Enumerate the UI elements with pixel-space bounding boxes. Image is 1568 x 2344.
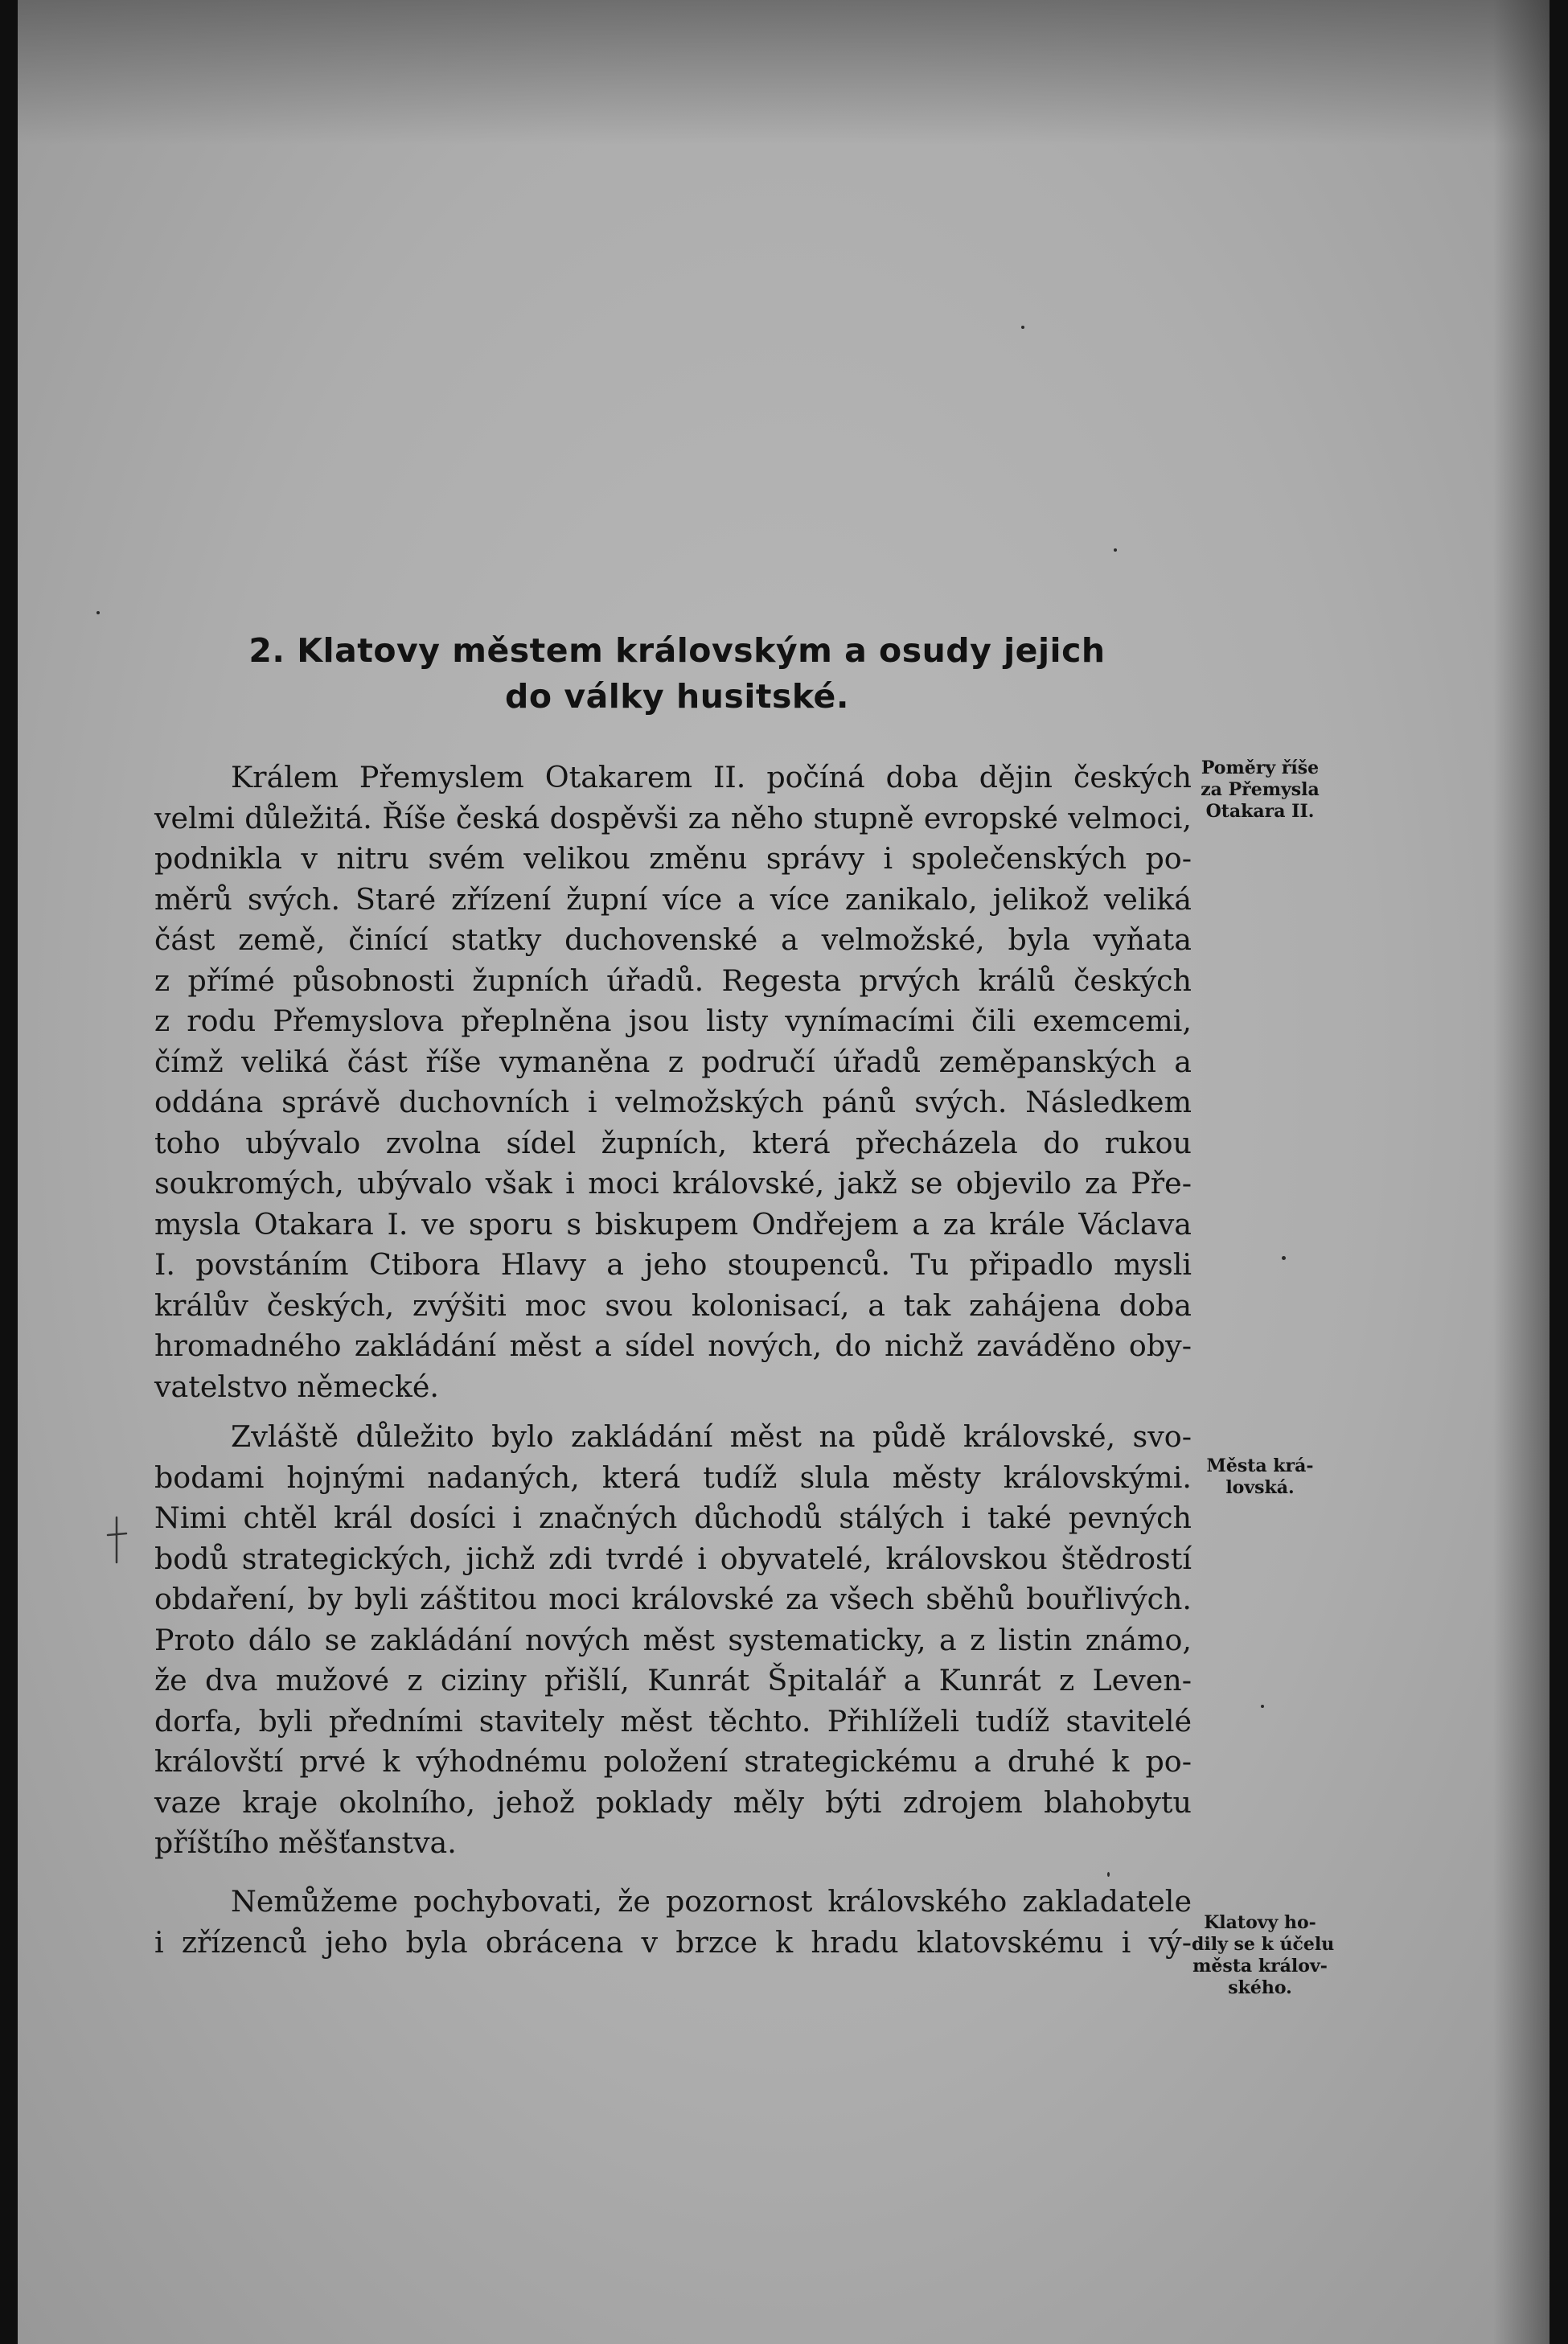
scan-speck [1021,326,1024,329]
margin-note-2 [1192,1455,1328,1499]
text-line: podnikla v nitru svém velikou změnu správy i společenských po- [154,841,1192,876]
text-line: měrů svých. Staré zřízení župní více a více zanikalo, jelikož veliká [154,881,1192,917]
scan-speck [1261,1705,1264,1708]
text-line: Králem Přemyslem Otakarem II. počíná doba dějin českých [231,760,1192,794]
paragraph-3 [154,1882,1192,1963]
text-line: i zřízenců jeho byla obrácena v brzce k hradu klatovskému i vý- [154,1924,1192,1960]
text-line: soukromých, ubývalo však i moci královské, jakž se objevilo za Pře- [154,1166,1192,1201]
text-line: obdaření, by byli záštitou moci královské za všech sběhů bouřlivých. [154,1582,1192,1616]
text-line: z rodu Přemyslova přeplněna jsou listy vynímacími čili exemcemi, [154,1004,1192,1038]
scan-speck [96,611,100,614]
chapter-title-line-2: do války husitské. [505,677,849,716]
text-line: část země, činící statky duchovenské a velmožské, byla vyňata [154,922,1192,957]
text-line: Proto dálo se zakládání nových měst systematicky, a z listin známo, [154,1622,1192,1657]
margin-note-line: Klatovy ho- [1204,1912,1316,1933]
scan-speck [1114,548,1117,552]
book-page [18,0,1550,2344]
margin-note-line: lovská. [1225,1477,1295,1498]
text-line: vatelstvo německé. [154,1369,439,1404]
paragraph-1 [154,757,1192,1407]
text-line: bodů strategických, jichž zdi tvrdé i obyvatelé, královskou štědrostí [154,1541,1192,1576]
margin-note-line: dily se k účelu [1192,1934,1335,1955]
text-line: čímž veliká část říše vymaněna z područí úřadů zeměpanských a [154,1044,1192,1079]
margin-note-line: Otakara II. [1205,801,1315,822]
text-line: I. povstáním Ctibora Hlavy a jeho stoupenců. Tu připadlo mysli [154,1247,1192,1282]
text-line: Zvláště důležito bylo zakládání měst na půdě královské, svo- [231,1419,1192,1454]
scan-speck [1107,1872,1110,1877]
scan-speck [1282,1256,1286,1260]
margin-note-line: za Přemysla [1201,779,1320,800]
margin-note-line: Poměry říše [1201,757,1320,778]
text-line: vaze kraje okolního, jehož poklady měly býti zdrojem blahobytu [154,1784,1192,1820]
text-line: že dva mužové z ciziny přišlí, Kunrát Špitalář a Kunrát z Leven- [154,1663,1192,1697]
margin-note-1 [1192,757,1328,823]
margin-note-line: města králov- [1192,1956,1328,1977]
text-line: toho ubývalo zvolna sídel župních, která přecházela do rukou [154,1125,1192,1160]
pencil-mark-icon [105,1516,129,1564]
margin-note-line: ského. [1228,1977,1292,1998]
text-line: z přímé působnosti župních úřadů. Regesta prvých králů českých [154,963,1192,998]
text-line: královští prvé k výhodnému položení strategickému a druhé k po- [154,1744,1192,1779]
text-line: Nemůžeme pochybovati, že pozornost královského zakladatele [231,1884,1192,1919]
chapter-title-line-1: 2. Klatovy městem královským a osudy jejich [248,631,1106,670]
text-line: příštího měšťanstva. [154,1825,457,1860]
margin-note-3 [1192,1912,1335,1999]
text-line: mysla Otakara I. ve sporu s biskupem Ondřejem a za krále Václava [154,1206,1192,1242]
text-line: dorfa, byli předními stavitely měst těchto. Přihlíželi tudíž stavitelé [154,1703,1192,1739]
margin-note-line: Města krá- [1206,1455,1314,1476]
text-line: Nimi chtěl král dosíci i značných důchodů stálých i také pevných [154,1500,1192,1535]
text-line: oddána správě duchovních i velmožských pánů svých. Následkem [154,1085,1192,1119]
text-line: hromadného zakládání měst a sídel nových, do nichž zaváděno oby- [154,1328,1192,1363]
text-line: bodami hojnými nadaných, která tudíž slula městy královskými. [154,1459,1192,1495]
text-line: velmi důležitá. Říše česká dospěvši za něho stupně evropské velmoci, [154,800,1192,835]
paragraph-2 [154,1417,1192,1864]
text-line: králův českých, zvýšiti moc svou kolonisací, a tak zahájena doba [154,1287,1192,1323]
